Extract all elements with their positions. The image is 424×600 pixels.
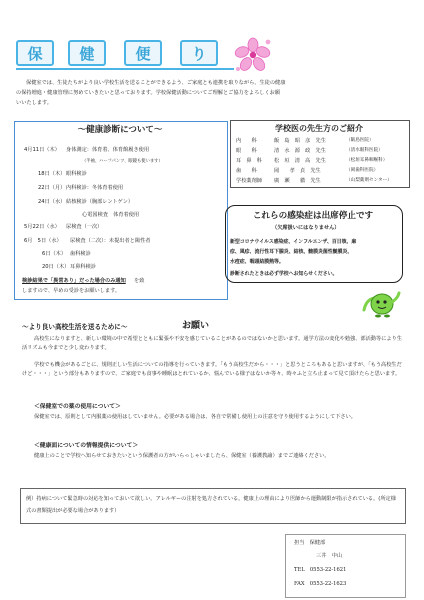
exam-note-line2: しますので、早めの受診をお願いします。 — [22, 288, 121, 294]
doctor-dept: 学校薬剤師 — [236, 178, 262, 184]
intro-line-2: の保持増進・健康管理に努めていきたいと思っております。学校保健活動についてご理解とご協力をよろしくお願 — [16, 90, 281, 96]
exam-item: 眼科検診 — [66, 171, 87, 177]
contact-staff: 三井 中山 — [316, 553, 342, 559]
infection-title: これらの感染症は出席停止です — [252, 211, 374, 221]
request-heading-2: お願い — [182, 321, 210, 331]
exam-item: 心電図検査 体育着使用 — [82, 212, 140, 218]
doctor-name: 廣 瀬 徹 先生 — [274, 178, 321, 184]
title-char-2: 健 — [68, 40, 106, 66]
example-text: 例）持病について緊急時の対応を知っておいて欲しい。アレルギーの注射を処方されている。健康上の理由により医師から運動制限が指示されている。(所定様式の書類提出が必要な場合があります） — [26, 496, 396, 514]
doctor-name: 松 垣 清 高 先生 — [274, 158, 326, 164]
doctor-clinic: （清水眼科医院） — [346, 148, 383, 153]
exam-item: 内科検診：冬体育着使用 — [66, 185, 124, 191]
exam-date: 24日（水） — [38, 199, 66, 205]
title-char-3: 便 — [124, 40, 162, 66]
exam-date: 5月22日（水） — [24, 224, 60, 230]
exam-item: 身体測定：体育着、体育館履き使用 — [66, 147, 150, 153]
exam-date: 6月 5日（水） — [24, 238, 62, 244]
exam-date: 4月11日（木） — [24, 147, 60, 153]
doctor-clinic: （飯島医院） — [346, 138, 374, 143]
exam-item-note: （半袖、ハーフパンツ、眼鏡も使います） — [82, 159, 163, 164]
exam-item: 結核検診（胸部レントゲン） — [66, 199, 134, 205]
medicine-text: 保健室では、原則として内服薬の使用はしていません。必要がある場合は、各自で常備し使用上の注意を守り使用するようにして下さい。 — [34, 414, 356, 420]
intro-line-3: いいたします。 — [16, 100, 52, 106]
exam-date: 18日（木） — [38, 171, 66, 177]
health-exam-title: ～健康診断について～ — [77, 125, 163, 135]
school-doctors-title: 学校医の先生方のご紹介 — [275, 124, 363, 133]
doctor-dept: 耳 鼻 科 — [236, 158, 262, 164]
doctor-dept: 眼 科 — [236, 148, 257, 154]
infection-note: 診断されたときは必ず学校へお知らせください。 — [230, 271, 338, 277]
doctor-clinic: （岡歯科医院） — [346, 168, 379, 173]
doctor-clinic: （松垣耳鼻咽喉科） — [346, 158, 388, 163]
request-paragraph-2: 学校でも機会があるごとに、規則正しい生活についての指導を行っていきます。「もう高校生だから・・・」と思うところもあると思いますが、「もう高校生だけど・・・」という部分もありますので、ご家庭でも食事や睡眠はとれているか、悩んでいる様子はないか等々、時々ふと立ち止まって見て頂けたらと思います。 — [22, 362, 402, 377]
infection-subtitle: （欠席扱いにはなりません） — [272, 225, 340, 231]
contact-tel: TEL 0553-22-1621 — [294, 567, 347, 573]
contact-fax: FAX 0553-22-1623 — [294, 581, 347, 587]
exam-item: 歯科検診 — [70, 251, 91, 257]
doctor-name: 岡 孝 貞 先生 — [274, 168, 321, 174]
intro-line-1: 保健室では、生徒たちがより良い学校生活を送ることができるよう、ご家庭とも連携を取りながら、生徒の健康 — [26, 80, 286, 86]
request-paragraph-1: 高校生になりますと、新しい環境の中で希望とともに緊張や不安を感じていることがあるのではないかと思います。通学方法の変化や勉強、部活動等により生活リズムも今までと少し変わります。 — [22, 336, 402, 351]
exam-note-rest: を致 — [134, 278, 145, 284]
request-heading: ～より良い高校生活を送るために～ — [22, 323, 128, 331]
exam-date: 22日（月） — [38, 185, 66, 191]
exam-item: 耳鼻科検診 — [70, 264, 96, 270]
info-text: 健康上のことで学校へ知らせておきたいという保護者の方がいらっしゃいましたら、保健室（養護教諭）までご連絡ください。 — [34, 453, 330, 459]
doctor-dept: 内 科 — [236, 138, 257, 144]
doctor-name: 飯 島 昭 彦 先生 — [274, 138, 326, 144]
infection-line: 疹、風疹、流行性耳下腺炎、結核、髄膜炎菌性髄膜炎、 — [230, 249, 353, 255]
info-heading: ＜健康面についての情報提供について＞ — [34, 443, 139, 449]
green-character-icon — [358, 288, 402, 318]
exam-date: 20日（木） — [42, 264, 70, 270]
exam-date: 6日（木） — [42, 251, 67, 257]
title-char-4: り — [180, 40, 218, 66]
exam-note-bold: 検診結果で「異常あり」だった場合のみ通知 — [22, 278, 126, 284]
medicine-heading: ＜保健室での薬の使用について＞ — [34, 404, 121, 410]
exam-item: 尿検査（一次） — [66, 224, 103, 230]
doctor-clinic: （山梨薬剤センター） — [346, 178, 392, 183]
title-char-1: 保 — [16, 40, 54, 66]
contact-department: 担当 保健部 — [294, 540, 326, 546]
infection-line: 新型コロナウイルス感染症、インフルエンザ、百日咳、麻 — [230, 239, 357, 245]
exam-item: 尿検査（二次）：未提出者と陽性者 — [70, 238, 151, 244]
cherry-blossom-icon — [232, 36, 274, 74]
infection-line: 水痘症、咽頭結膜熱等。 — [230, 259, 284, 265]
doctor-dept: 歯 科 — [236, 168, 257, 174]
doctor-name: 清 水 源 政 先生 — [274, 148, 326, 154]
title-underline — [16, 68, 234, 70]
